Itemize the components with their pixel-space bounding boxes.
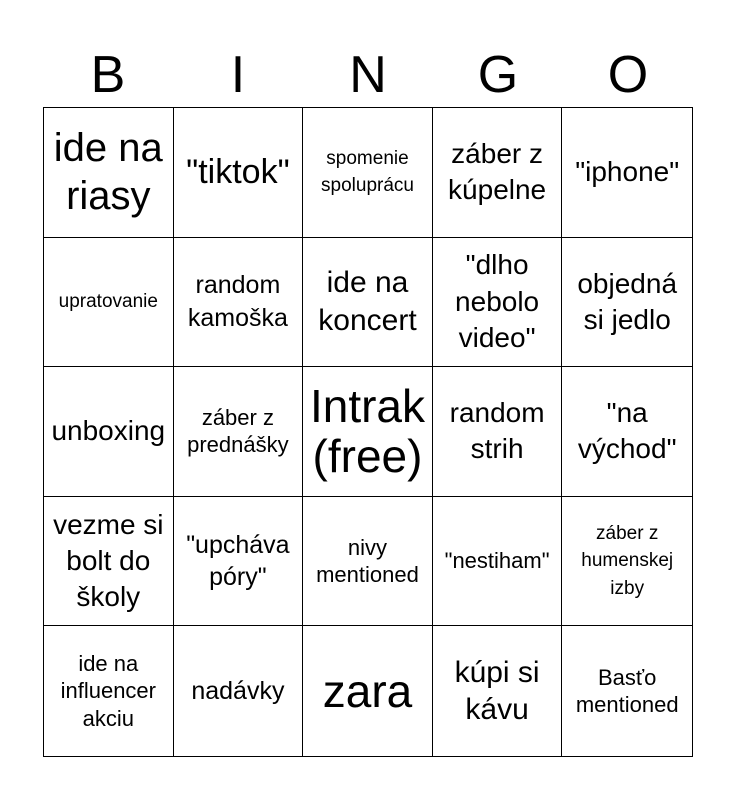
bingo-cell-1-4[interactable]: záber z kúpelne — [433, 108, 563, 238]
bingo-cell-5-4[interactable]: kúpi si kávu — [433, 626, 563, 756]
bingo-cell-1-1[interactable]: ide na riasy — [44, 108, 174, 238]
bingo-cell-3-5[interactable]: "na východ" — [562, 367, 692, 497]
bingo-cell-3-4[interactable]: random strih — [433, 367, 563, 497]
bingo-cell-2-3[interactable]: ide na koncert — [303, 238, 433, 368]
bingo-cell-5-2[interactable]: nadávky — [174, 626, 304, 756]
bingo-cell-1-2[interactable]: "tiktok" — [174, 108, 304, 238]
bingo-cell-5-3[interactable]: zara — [303, 626, 433, 756]
bingo-cell-4-1[interactable]: vezme si bolt do školy — [44, 497, 174, 627]
header-letter-i: I — [230, 46, 246, 104]
bingo-cell-2-2[interactable]: random kamoška — [174, 238, 304, 368]
bingo-cell-5-5[interactable]: Basťo mentioned — [575, 664, 679, 718]
bingo-cell-2-4[interactable]: "dlho nebolo video" — [433, 238, 563, 368]
header-letter-b: B — [90, 46, 126, 104]
bingo-cell-1-3[interactable]: spomenie spoluprácu — [303, 108, 433, 238]
bingo-cell-2-5[interactable]: objedná si jedlo — [562, 238, 692, 368]
bingo-board — [43, 107, 693, 757]
bingo-cell-3-3[interactable]: Intrak (free) — [303, 367, 433, 497]
bingo-cell-1-5[interactable]: "iphone" — [562, 108, 692, 238]
bingo-cell-5-1[interactable]: ide na influencer akciu — [44, 626, 174, 756]
bingo-cell-4-2[interactable]: "upcháva póry" — [174, 497, 304, 627]
bingo-cell-4-4[interactable]: "nestiham" — [433, 497, 563, 627]
bingo-cell-4-5[interactable]: záber z humenskej izby — [562, 497, 692, 627]
bingo-cell-3-2[interactable]: záber z prednášky — [174, 367, 304, 497]
header-letter-g: G — [477, 46, 519, 104]
bingo-cell-4-3[interactable]: nivy mentioned — [303, 497, 433, 627]
header-letter-n: N — [349, 46, 387, 104]
bingo-header — [43, 44, 693, 106]
bingo-cell-3-1[interactable]: unboxing — [44, 367, 174, 497]
bingo-cell-2-1[interactable]: upratovanie — [44, 238, 174, 368]
header-letter-o: O — [607, 46, 649, 104]
